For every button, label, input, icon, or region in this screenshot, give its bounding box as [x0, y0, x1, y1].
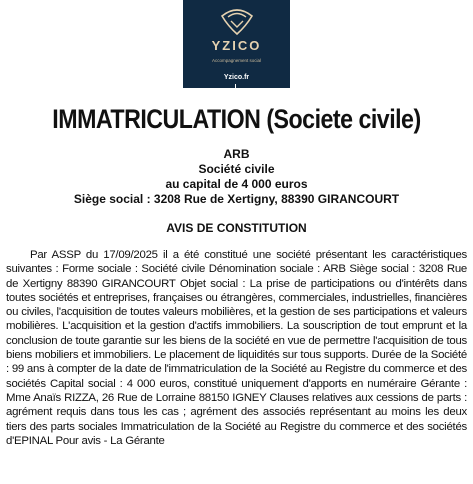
company-form: Société civile	[198, 162, 275, 176]
brand-tagline: Accompagnement social	[211, 58, 262, 63]
company-seat: Siège social : 3208 Rue de Xertigny, 88390 GIRANCOURT	[73, 192, 400, 206]
section-title: AVIS DE CONSTITUTION	[166, 221, 307, 235]
company-name: ARB	[223, 147, 250, 161]
logo-divider	[235, 84, 236, 88]
company-capital: au capital de 4 000 euros	[165, 177, 308, 191]
notice-body: Par ASSP du 17/09/2025 il a été constitué une société présentant les caractéristiques suivantes : Forme sociale : Société civile Dénomination sociale : ARB Siège social : 3208 Rue de Xertigny 88390 GIRANCOURT Objet social : La prise de participations ou d'intérêts dans toutes sociétés et entreprises, françaises ou étrangères, commerciales, industrielles, financières ou civiles, l'acquisition de toutes valeurs mobilières, et la gestion de ses participations et valeurs mobilières. L'acquisition et la gestion d'actifs immobiliers. La souscription de tout emprunt et la conclusion de toute garantie sur les biens de la société en vue de permettre l'acquisition de tous biens mobiliers et immobiliers. Le placement de liquidités sur tous supports. Durée de la Société : 99 ans à compter de la date de l'immatriculation de la Société au Registre du commerce et des sociétés Capital social : 4 000 euros, constitué uniquement d'apports en numéraire Gérante : Mme Anaïs RIZZA, 26 Rue de Lorraine 88150 IGNEY Clauses relatives aux cessions de parts : agrément requis dans tous les cas ; agrément des associés représentant au moins les deux tiers des parts sociales Immatriculation de la Société au Registre du commerce et des sociétés d'EPINAL Pour avis - La Gérante	[6, 249, 467, 447]
brand-site: Yzico.fr	[223, 74, 250, 81]
logo-emblem-icon	[218, 6, 256, 36]
brand-name: YZICO	[211, 38, 262, 53]
notice-title: IMMATRICULATION (Societe civile)	[52, 104, 421, 134]
